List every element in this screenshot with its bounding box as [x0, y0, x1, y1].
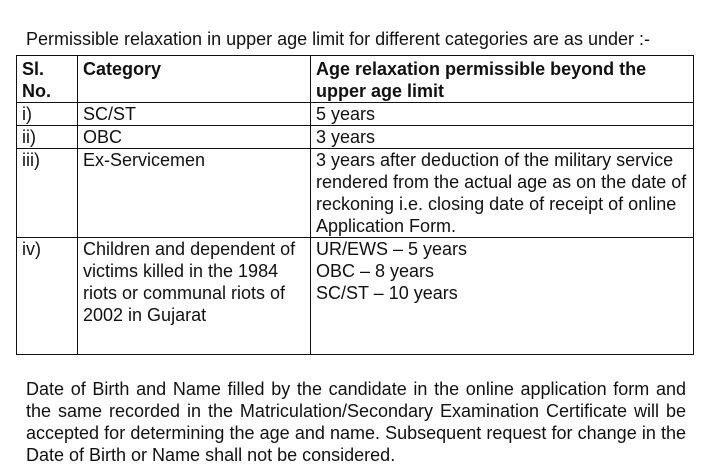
row-category: OBC	[78, 126, 311, 149]
relaxation-obc: OBC – 8 years	[316, 261, 435, 281]
row-sl-no: ii)	[17, 126, 78, 149]
row-relaxation: 3 years	[311, 126, 694, 149]
row-relaxation: 3 years after deduction of the military service rendered from the actual age as on the date of reckoning i.e. closing date of receipt of online Application Form.	[311, 149, 694, 238]
row-sl-no: iv)	[17, 238, 78, 355]
outro-paragraph: Date of Birth and Name filled by the candidate in the online application form and the same recorded in the Matriculation/Secondary Examination Certificate will be accepted for determining the age and name. Subsequent request for change in the Date of Birth or Name shall not be considered.	[26, 379, 686, 465]
table-row	[17, 238, 694, 355]
row-category: Ex-Servicemen	[78, 149, 311, 238]
row-relaxation: 5 years	[311, 103, 694, 126]
row-category: SC/ST	[78, 103, 311, 126]
header-sl-no: Sl. No.	[17, 56, 78, 103]
relaxation-ur-ews: UR/EWS – 5 years	[316, 239, 468, 259]
age-relaxation-table	[16, 55, 694, 355]
row-category: Children and dependent of victims killed in the 1984 riots or communal riots of 2002 in Gujarat	[78, 238, 311, 355]
row-sl-no: i)	[17, 103, 78, 126]
row-relaxation	[311, 238, 694, 355]
intro-paragraph: Permissible relaxation in upper age limit for different categories are as under :-	[26, 29, 650, 49]
header-age-relaxation: Age relaxation permissible beyond the upper age limit	[311, 56, 694, 103]
table-row	[17, 149, 694, 238]
row-sl-no: iii)	[17, 149, 78, 238]
table-header-row	[17, 56, 694, 103]
relaxation-sc-st: SC/ST – 10 years	[316, 283, 458, 303]
header-category: Category	[78, 56, 311, 103]
table-row	[17, 103, 694, 126]
table-row	[17, 126, 694, 149]
